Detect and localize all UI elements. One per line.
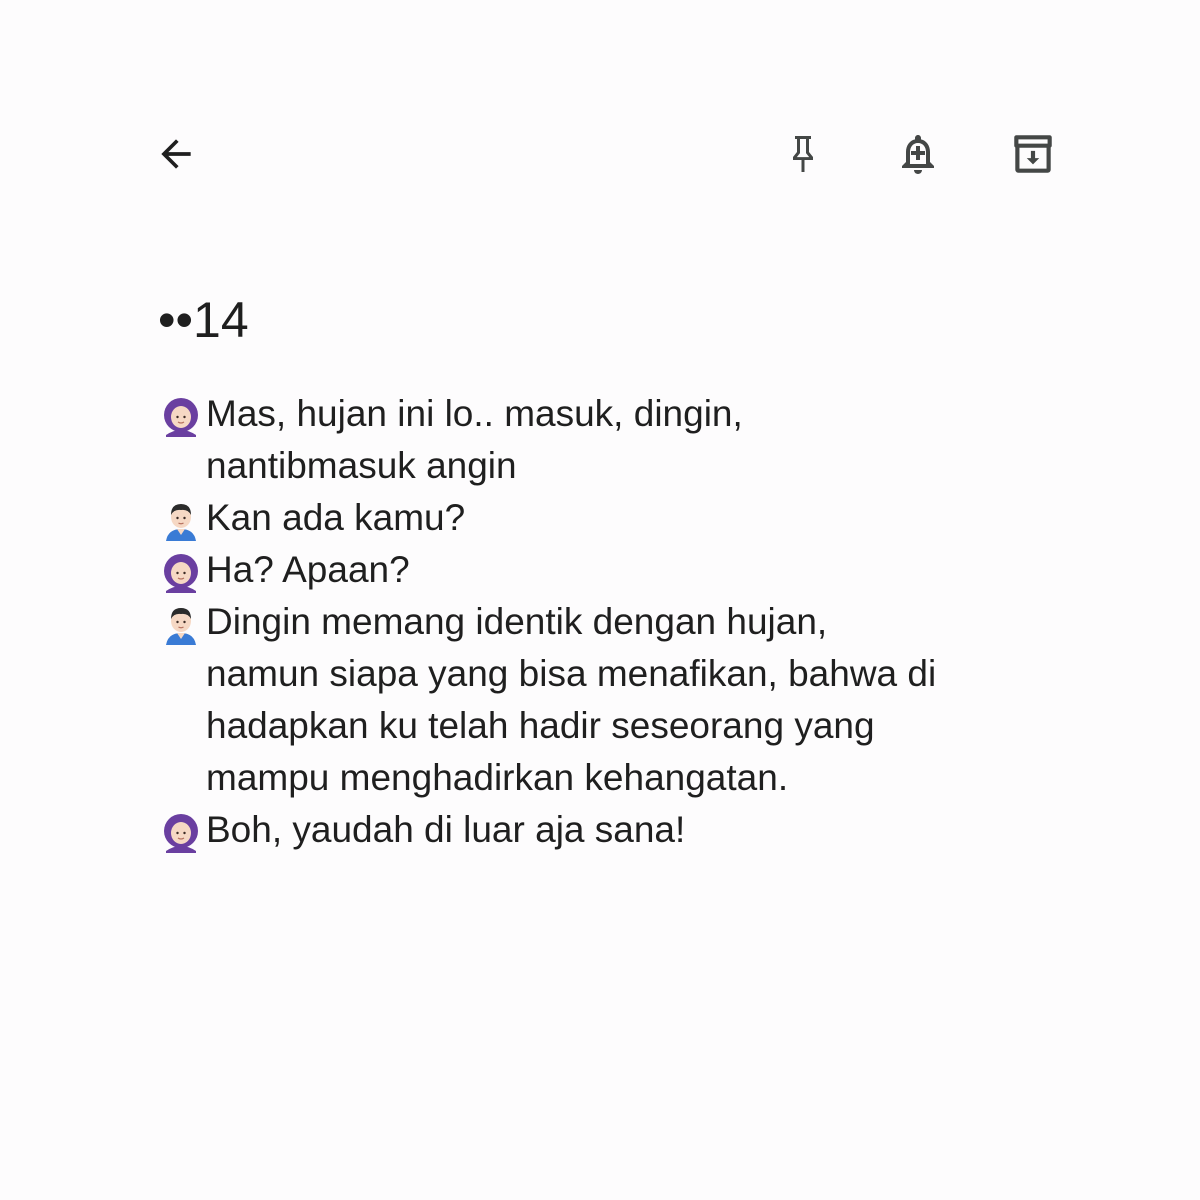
arrow-left-icon	[154, 132, 198, 176]
archive-button[interactable]	[1003, 124, 1063, 184]
note-line	[160, 440, 1060, 492]
note-line-text: mampu menghadirkan kehangatan.	[206, 757, 789, 798]
woman-hijab-emoji-icon	[160, 395, 202, 437]
note-line	[160, 648, 1060, 700]
note-line	[160, 544, 1060, 596]
woman-hijab-emoji-icon	[160, 811, 202, 853]
note-line-text: Dingin memang identik dengan hujan,	[206, 601, 828, 642]
man-emoji-icon	[160, 603, 202, 645]
note-body[interactable]	[160, 388, 1060, 856]
reminder-button[interactable]	[888, 124, 948, 184]
archive-icon	[1008, 129, 1058, 179]
pin-icon	[779, 130, 827, 178]
note-line-text: Boh, yaudah di luar aja sana!	[206, 809, 686, 850]
note-line-text: Mas, hujan ini lo.. masuk, dingin,	[206, 393, 743, 434]
note-line	[160, 492, 1060, 544]
note-line-text: hadapkan ku telah hadir seseorang yang	[206, 705, 875, 746]
note-line-text: namun siapa yang bisa menafikan, bahwa di	[206, 653, 937, 694]
man-emoji-icon	[160, 499, 202, 541]
note-line	[160, 700, 1060, 752]
note-line	[160, 804, 1060, 856]
back-button[interactable]	[146, 124, 206, 184]
note-title[interactable]: ••14	[158, 292, 249, 348]
note-line-text: Kan ada kamu?	[206, 497, 466, 538]
woman-hijab-emoji-icon	[160, 551, 202, 593]
note-line-text: nantibmasuk angin	[206, 445, 517, 486]
pin-button[interactable]	[773, 124, 833, 184]
note-line	[160, 752, 1060, 804]
note-toolbar	[0, 120, 1200, 190]
note-line	[160, 596, 1060, 648]
bell-plus-icon	[894, 130, 942, 178]
note-line-text: Ha? Apaan?	[206, 549, 410, 590]
note-line	[160, 388, 1060, 440]
